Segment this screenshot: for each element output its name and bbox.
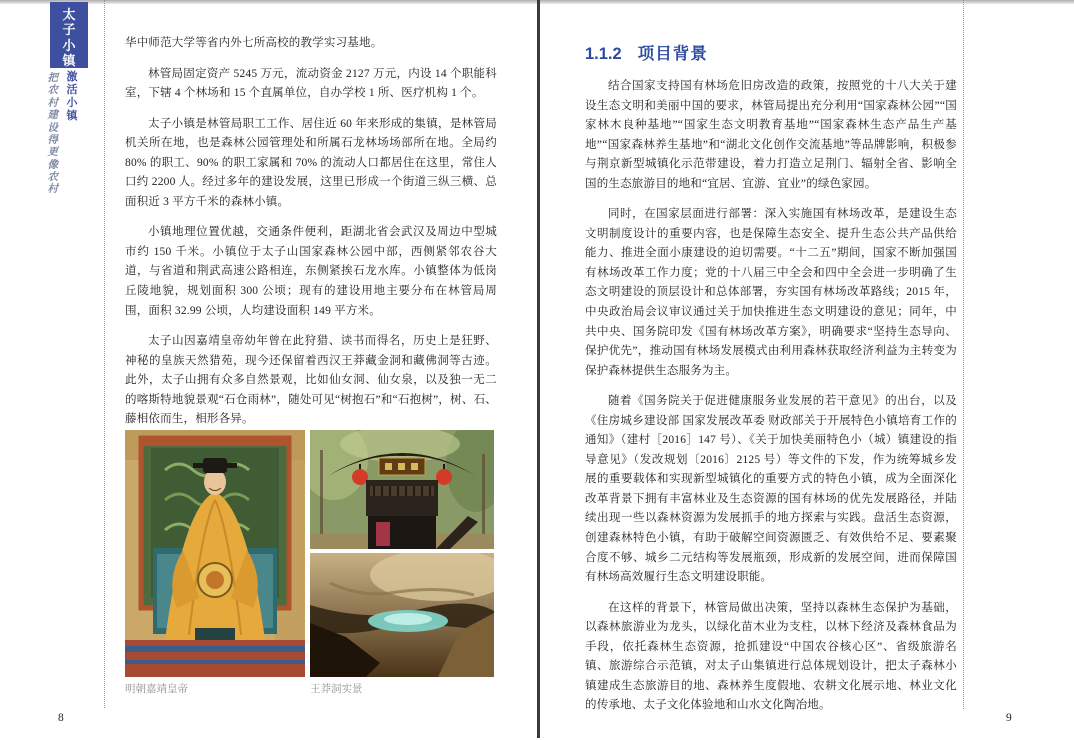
left-page-dotted-rule bbox=[104, 0, 105, 708]
paragraph: 结合国家支持国有林场危旧房改造的政策，按照党的十八大关于建设生态文明和美丽中国的要求，林管局提出充分利用“国家森林公园”“国家林木良种基地”“国家生态文明教育基地”“国家森林生态产品生产基地”“国家森林养生基地”和“湖北文化创作交流基地”等品牌影响，积极参与荆京新型城镇化示范带建设，着力打造立足荆门、辐射全省、影响全国的生态旅游目的地和“宜居、宜游、宜业”的绿色家园。 bbox=[585, 80, 957, 190]
pavilion-photo bbox=[310, 430, 494, 549]
paragraph: 林管局固定资产 5245 万元，流动资金 2127 万元，内设 14 个职能科室，下辖 4 个林场和 15 个直属单位，自办学校 1 所、医疗机构 1 个。 bbox=[125, 67, 497, 100]
right-page bbox=[585, 40, 957, 727]
cave-photo bbox=[310, 553, 494, 677]
left-page-number: 8 bbox=[58, 712, 64, 724]
paragraph: 华中师范大学等省内外七所高校的教学实习基地。 bbox=[125, 37, 383, 49]
right-page-dotted-rule bbox=[963, 0, 964, 709]
emperor-portrait-image bbox=[125, 430, 305, 677]
series-banner-title: 太子小镇 bbox=[62, 7, 76, 68]
left-page bbox=[125, 34, 497, 441]
paragraph: 随着《国务院关于促进健康服务业发展的若干意见》的出台，以及《住房城乡建设部 国家发展改革委 财政部关于开展特色小镇培育工作的通知》（建村［2016］147 号）、《关于加快美丽特色小（城）镇建设的指导意见》（发改规划〔2016〕2125 号）等文件的下发，作为统筹城乡发展的重要载体和实现新型城镇化的重要方式的特色小镇，成为全面深化改革背景下拥有丰富林业及生态资源的国有林场的优先发展路径，并陆续出现一些以森林资源为发展抓手的地方探索与实践。盘活生态资源，创建森林特色小镇，有助于破解空间资源匮乏、有效供给不足、要素聚合度不够、城乡二元结构等发展瓶颈，形成新的发展空间，进而保障国有林场高效履行生态文明建设职能。 bbox=[585, 395, 957, 584]
page-spine-divider bbox=[537, 0, 540, 738]
paragraph: 同时，在国家层面进行部署：深入实施国有林场改革，是建设生态文明制度设计的重要内容，也是保障生态安全、提升生态公共产品供给能力、推进全面小康建设的迫切需要。“十二五”期间，国家不断加强国有林场改革工作力度；党的十八届三中全会和四中全会进一步明确了生态文明建设的顶层设计和总体部署，夯实国有林场改革路线；2015 年，中央政治局会议审议通过关于加快推进生态文明建设的意见；同年，中共中央、国务院印发《国有林场改革方案》，明确要求“坚持生态导向、保护优先”，推动国有林场发展模式由利用森林获取经济利益为主转变为保护森林提供生态服务为主。 bbox=[585, 208, 957, 377]
paragraph: 太子山因嘉靖皇帝幼年曾在此狩猎、读书而得名，历史上是狂野、神秘的皇族天然猎苑，现今还保留着西汉王莽藏金洞和藏佛洞等古迹。此外，太子山拥有众多自然景观，比如仙女洞、仙女泉，以及独一无二的喀斯特地貌景观“石仓雨林”，随处可见“树抱石”和“石抱树”，树、石、藤相依而生，相形各异。 bbox=[125, 335, 497, 426]
section-title: 项目背景 bbox=[637, 45, 708, 63]
sidebar-series-label: 激活小镇 bbox=[66, 71, 78, 122]
sidebar-slogan: 把农村建设得更像农村 bbox=[47, 73, 59, 196]
right-page-number: 9 bbox=[1006, 712, 1012, 724]
paragraph: 太子小镇是林管局职工工作、居住近 60 年来形成的集镇，是林管局机关所在地，也是森林公园管理处和所属石龙林场场部所在地。全局约 80% 的职工、90% 的职工家属和 70% 的流动人口都居住在这里，常住人口约 2200 人。经过多年的建设发展，这里已形成一个街道三纵三横、总面积近 3 平方千米的森林小镇。 bbox=[125, 117, 497, 208]
portrait-caption: 明朝嘉靖皇帝 bbox=[125, 683, 188, 695]
section-heading bbox=[585, 40, 957, 64]
paragraph: 小镇地理位置优越，交通条件便利，距湖北省会武汉及周边中型城市约 150 千米。小镇位于太子山国家森林公园中部，西侧紧邻农谷大道，与省道和荆武高速公路相连，东侧紧挨石龙水库。小镇整体为低岗丘陵地貌，规划面积 300 公顷；现有的建设用地主要分布在林管局周围，面积 32.99 公顷，人均建设面积 149 平方米。 bbox=[125, 226, 497, 317]
cave-caption: 王莽洞实景 bbox=[310, 683, 363, 695]
series-banner bbox=[50, 2, 88, 68]
paragraph: 在这样的背景下，林管局做出决策，坚持以森林生态保护为基础，以森林旅游业为龙头，以绿化苗木业为支柱，以林下经济及森林食品为手段，依托森林生态资源，抢抓建设“中国农谷核心区”、省级旅游名镇、旅游综合示范镇，对太子山集镇进行总体规划设计，把太子森林小镇建成生态旅游目的地、森林养生度假地、农耕文化展示地、林业文化的传承地、太子文化体验地和山水文化陶冶地。 bbox=[585, 601, 957, 712]
section-number: 1.1.2 bbox=[585, 45, 622, 63]
